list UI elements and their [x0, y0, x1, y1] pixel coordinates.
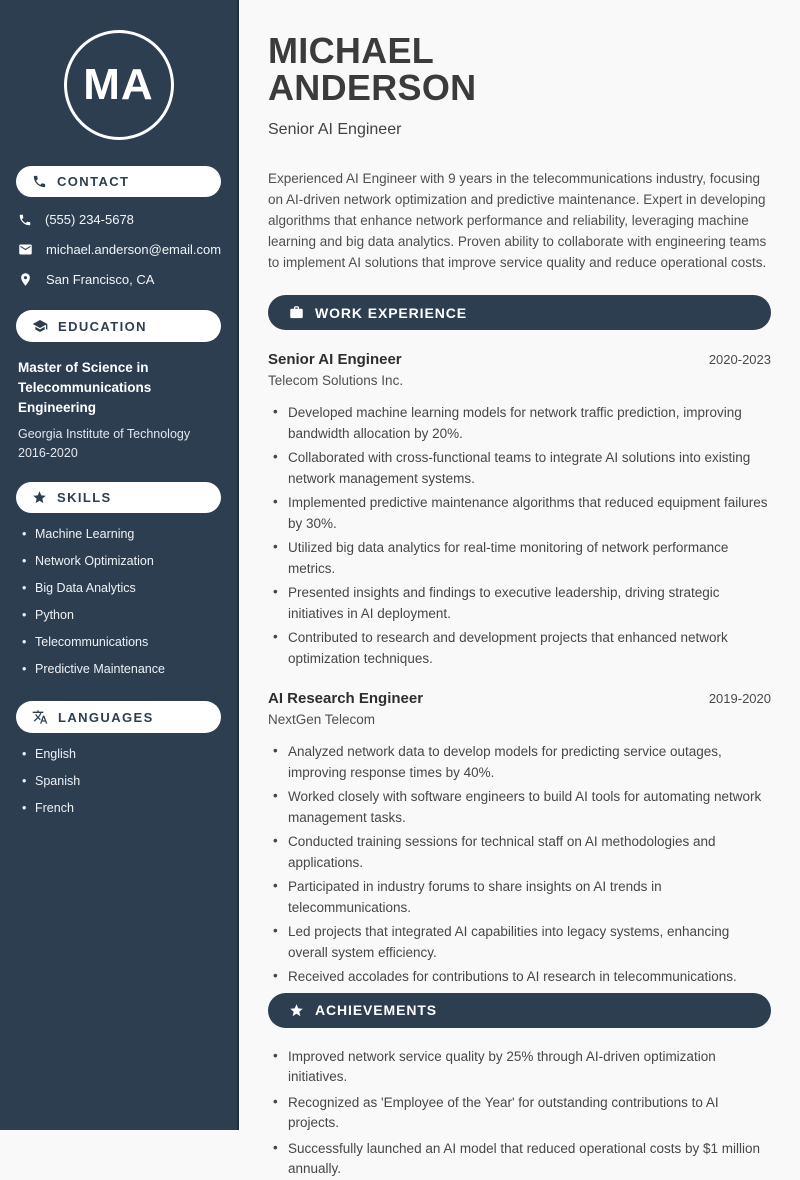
job-bullet: • Participated in industry forums to share insights on AI trends in telecommunications.	[273, 877, 771, 918]
education-entry	[0, 358, 237, 460]
education-section-label: EDUCATION	[58, 318, 147, 334]
job-title: AI Research Engineer	[268, 690, 424, 707]
job-dates: 2020-2023	[708, 352, 771, 367]
job-bullet: • Analyzed network data to develop models for predicting service outages, improving response times by 40%.	[273, 742, 771, 783]
skill-item: • Machine Learning	[22, 527, 221, 542]
achievements-section-header	[268, 993, 771, 1028]
skills-section-header	[16, 482, 221, 513]
star-icon	[32, 490, 47, 505]
contact-location	[18, 271, 219, 288]
phone-icon	[18, 213, 32, 227]
job-header	[268, 690, 771, 707]
contact-section-label: CONTACT	[57, 174, 130, 189]
translate-icon	[32, 709, 48, 725]
education-section-header	[16, 310, 221, 342]
job-entry	[268, 690, 771, 988]
location-icon	[18, 272, 33, 287]
star-icon	[289, 1003, 304, 1018]
education-school: Georgia Institute of Technology	[18, 427, 191, 441]
achievement-bullet: • Successfully launched an AI model that reduced operational costs by $1 million annually.	[273, 1139, 771, 1180]
language-item: • English	[22, 747, 221, 762]
candidate-name	[268, 32, 771, 106]
contact-phone-value: (555) 234-5678	[45, 212, 134, 227]
job-bullet: • Developed machine learning models for network traffic prediction, improving bandwidth allocation by 20%.	[273, 403, 771, 444]
contact-section-header	[16, 166, 221, 197]
skill-item: • Python	[22, 608, 221, 623]
contact-phone	[18, 211, 219, 228]
summary-paragraph: Experienced AI Engineer with 9 years in the telecommunications industry, focusing on AI-driven network optimization and predictive maintenance. Expert in developing algorithms that enhance network performance and reliability, leveraging machine learning and big data analytics. Proven ability to collaborate with engineering teams to implement AI solutions that improve service quality and reduce operational costs.	[268, 171, 767, 270]
language-item: • French	[22, 801, 221, 816]
skill-item: • Predictive Maintenance	[22, 662, 221, 677]
achievements-label: ACHIEVEMENTS	[315, 1002, 438, 1018]
contact-email	[18, 241, 222, 258]
job-bullet: • Received accolades for contributions to AI research in telecommunications.	[273, 967, 771, 988]
phone-icon	[32, 174, 47, 189]
achievement-bullet: • Recognized as 'Employee of the Year' for outstanding contributions to AI projects.	[273, 1093, 771, 1134]
languages-section-label: LANGUAGES	[58, 709, 154, 725]
contact-location-value: San Francisco, CA	[46, 272, 155, 287]
job-bullet: • Presented insights and findings to executive leadership, driving strategic initiatives in AI deployment.	[273, 583, 771, 624]
education-years: 2016-2020	[18, 446, 78, 460]
job-title: Senior AI Engineer	[268, 351, 402, 368]
candidate-job-title: Senior AI Engineer	[268, 121, 402, 138]
skill-item: • Big Data Analytics	[22, 581, 221, 596]
contact-email-value: michael.anderson@email.com	[46, 242, 222, 257]
candidate-first-name: MICHAEL	[268, 30, 435, 71]
graduation-cap-icon	[32, 318, 48, 334]
main-content	[239, 0, 800, 1176]
job-bullet: • Collaborated with cross-functional teams to integrate AI solutions into existing network management systems.	[273, 448, 771, 489]
job-bullet: • Contributed to research and development projects that enhanced network optimization techniques.	[273, 628, 771, 669]
email-icon	[18, 242, 33, 257]
skills-list	[0, 527, 237, 677]
job-bullet: • Worked closely with software engineers to build AI tools for automating network management tasks.	[273, 787, 771, 828]
candidate-last-name: ANDERSON	[268, 67, 477, 108]
avatar	[64, 30, 174, 140]
job-bullet: • Implemented predictive maintenance algorithms that reduced equipment failures by 30%.	[273, 493, 771, 534]
education-degree: Master of Science in Telecommunications Engineering	[18, 360, 152, 415]
language-item: • Spanish	[22, 774, 221, 789]
sidebar	[0, 0, 239, 1130]
job-bullet: • Conducted training sessions for technical staff on AI methodologies and applications.	[273, 832, 771, 873]
job-bullet-list	[268, 742, 771, 988]
achievements-bullet-list	[268, 1047, 771, 1180]
briefcase-icon	[289, 305, 304, 320]
job-company: NextGen Telecom	[268, 712, 376, 727]
work-experience-section-header	[268, 295, 771, 330]
languages-section-header	[16, 701, 221, 733]
job-header	[268, 351, 771, 368]
languages-list	[0, 747, 237, 816]
job-bullet-list	[268, 403, 771, 669]
skills-section-label: SKILLS	[57, 490, 112, 505]
job-dates: 2019-2020	[708, 691, 771, 706]
job-company: Telecom Solutions Inc.	[268, 373, 404, 388]
skill-item: • Network Optimization	[22, 554, 221, 569]
work-experience-label: WORK EXPERIENCE	[315, 304, 467, 321]
contact-list	[0, 211, 237, 288]
job-entry	[268, 351, 771, 669]
job-bullet: • Led projects that integrated AI capabilities into legacy systems, enhancing overall system efficiency.	[273, 922, 771, 963]
job-bullet: • Utilized big data analytics for real-time monitoring of network performance metrics.	[273, 538, 771, 579]
avatar-initials: MA	[83, 60, 154, 109]
skill-item: • Telecommunications	[22, 635, 221, 650]
achievement-bullet: • Improved network service quality by 25% through AI-driven optimization initiatives.	[273, 1047, 771, 1088]
